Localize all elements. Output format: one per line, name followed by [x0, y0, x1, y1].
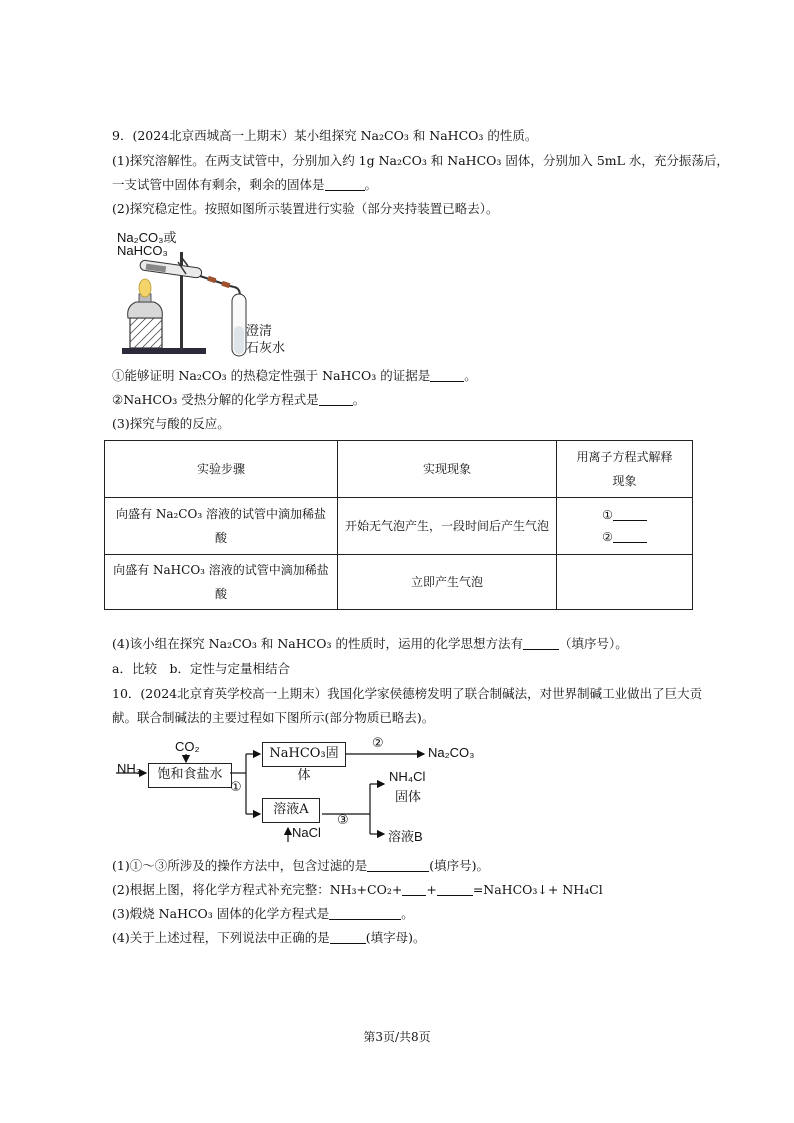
q10-header-line1: 10．(2024北京育英学校高一上期末）我国化学家侯德榜发明了联合制碱法，对世界制碱工业做出了巨大贡: [112, 686, 703, 701]
flame: [139, 279, 151, 297]
answer-blank[interactable]: [430, 369, 464, 382]
solution-b-label: 溶液B: [388, 829, 423, 844]
q10-sub2-end: =NaHCO₃↓+ NH₄Cl: [472, 882, 603, 897]
stand-base: [122, 348, 206, 354]
q9-options: a．比较 b．定性与定量相结合: [112, 661, 290, 676]
answer-blank[interactable]: [329, 907, 401, 920]
apparatus-label-top2: NaHCO₃: [117, 243, 168, 258]
q9-part4: [112, 636, 628, 652]
table-header-row: [105, 441, 693, 498]
step3-label: ③: [337, 812, 349, 827]
table-header: 实验步骤: [105, 441, 338, 498]
table-cell: [557, 555, 693, 610]
answer-blank[interactable]: [325, 178, 365, 191]
alcohol-lamp: [128, 302, 163, 318]
brine-box: 饱和食盐水: [148, 763, 232, 788]
q9-sub2-end: 。: [352, 392, 366, 407]
q10-sub2: [112, 882, 603, 898]
answer-blank[interactable]: [613, 508, 647, 521]
answer-blank[interactable]: [402, 883, 426, 896]
page-footer: 第3页/共8页: [363, 1030, 431, 1044]
q10-sub4-text: (4)关于上述过程，下列说法中正确的是: [112, 930, 330, 945]
step1-label: ①: [230, 779, 242, 794]
table-row: [105, 555, 693, 610]
q10-header-line2: 献。联合制碱法的主要过程如下图所示(部分物质已略去)。: [112, 710, 435, 725]
answer-blank[interactable]: [330, 931, 366, 944]
answer-mark: ①: [602, 508, 613, 522]
q9-part3: (3)探究与酸的反应。: [112, 416, 230, 431]
q10-sub3: [112, 906, 414, 922]
q9-header: 9．(2024北京西城高一上期末）某小组探究 Na₂CO₃ 和 NaHCO₃ 的性质。: [112, 128, 538, 143]
q10-sub4: [112, 930, 425, 946]
answer-blank[interactable]: [319, 393, 353, 406]
q9-part1-text: 一支试管中固体有剩余，剩余的固体是: [112, 177, 325, 192]
table-header: 实现现象: [338, 441, 557, 498]
q10-sub2-text: (2)根据上图，将化学方程式补充完整：NH₃+CO₂+: [112, 882, 403, 897]
q10-sub4-end: (填字母)。: [365, 930, 426, 945]
table-cell: [557, 498, 693, 555]
q10-sub2-plus: +: [426, 882, 437, 897]
table-cell: 向盛有 NaHCO₃ 溶液的试管中滴加稀盐酸: [105, 555, 338, 610]
answer-mark: ②: [602, 530, 613, 544]
q9-part4-text: (4)该小组在探究 Na₂CO₃ 和 NaHCO₃ 的性质时，运用的化学思想方法有: [112, 636, 523, 651]
q9-part1-line1: (1)探究溶解性。在两支试管中，分别加入约 1g Na₂CO₃ 和 NaHCO₃ 固体，分别加入 5mL 水，充分振荡后，: [112, 153, 729, 168]
answer-blank[interactable]: [613, 530, 647, 543]
table-cell: 开始无气泡产生，一段时间后产生气泡: [338, 498, 557, 555]
nh4cl-solid-label: 固体: [395, 789, 422, 804]
nahco3-solid-box: NaHCO₃固体: [262, 742, 346, 767]
nh3-label: NH₃: [117, 761, 142, 776]
q10-sub1-end: (填序号)。: [429, 858, 489, 873]
apparatus-label-top1: Na₂CO₃或: [117, 230, 177, 245]
table-cell: 向盛有 Na₂CO₃ 溶液的试管中滴加稀盐酸: [105, 498, 338, 555]
q9-sub1: [112, 368, 477, 384]
q9-part4-end: （填序号）。: [558, 636, 628, 651]
na2co3-label: Na₂CO₃: [428, 745, 475, 760]
q9-sub2-text: ②NaHCO₃ 受热分解的化学方程式是: [112, 392, 319, 407]
q9-sub2: [112, 392, 365, 408]
answer-blank[interactable]: [523, 637, 559, 650]
answer-blank[interactable]: [437, 883, 473, 896]
q9-sub1-end: 。: [464, 368, 477, 383]
apparatus-label-limewater1: 澄清: [246, 323, 273, 338]
answer-blank[interactable]: [367, 859, 429, 872]
step2-label: ②: [372, 735, 384, 750]
answer-slot-2: [563, 526, 686, 548]
nh4cl-label: NH₄Cl: [389, 769, 426, 784]
co2-label: CO₂: [175, 739, 200, 754]
nacl-label: NaCl: [292, 825, 321, 840]
q10-sub1: [112, 858, 489, 874]
apparatus-label-limewater2: 石灰水: [246, 340, 286, 355]
q10-sub3-text: (3)煅烧 NaHCO₃ 固体的化学方程式是: [112, 906, 330, 921]
q9-part2: (2)探究稳定性。按照如图所示装置进行实验（部分夹持装置已略去）。: [112, 201, 499, 216]
q10-sub3-end: 。: [401, 906, 414, 921]
table-cell: 立即产生气泡: [338, 555, 557, 610]
q10-sub1-text: (1)①～③所涉及的操作方法中，包含过滤的是: [112, 858, 368, 873]
q9-sub1-text: ①能够证明 Na₂CO₃ 的热稳定性强于 NaHCO₃ 的证据是: [112, 368, 431, 383]
q9-part1-end: 。: [364, 177, 378, 192]
q9-part1-line2: [112, 177, 377, 193]
answer-slot-1: [563, 504, 686, 526]
solution-a-box: 溶液A: [262, 798, 320, 823]
table-row: [105, 498, 693, 555]
experiment-table: [104, 440, 693, 610]
table-header: 用离子方程式解释现象: [557, 441, 693, 498]
